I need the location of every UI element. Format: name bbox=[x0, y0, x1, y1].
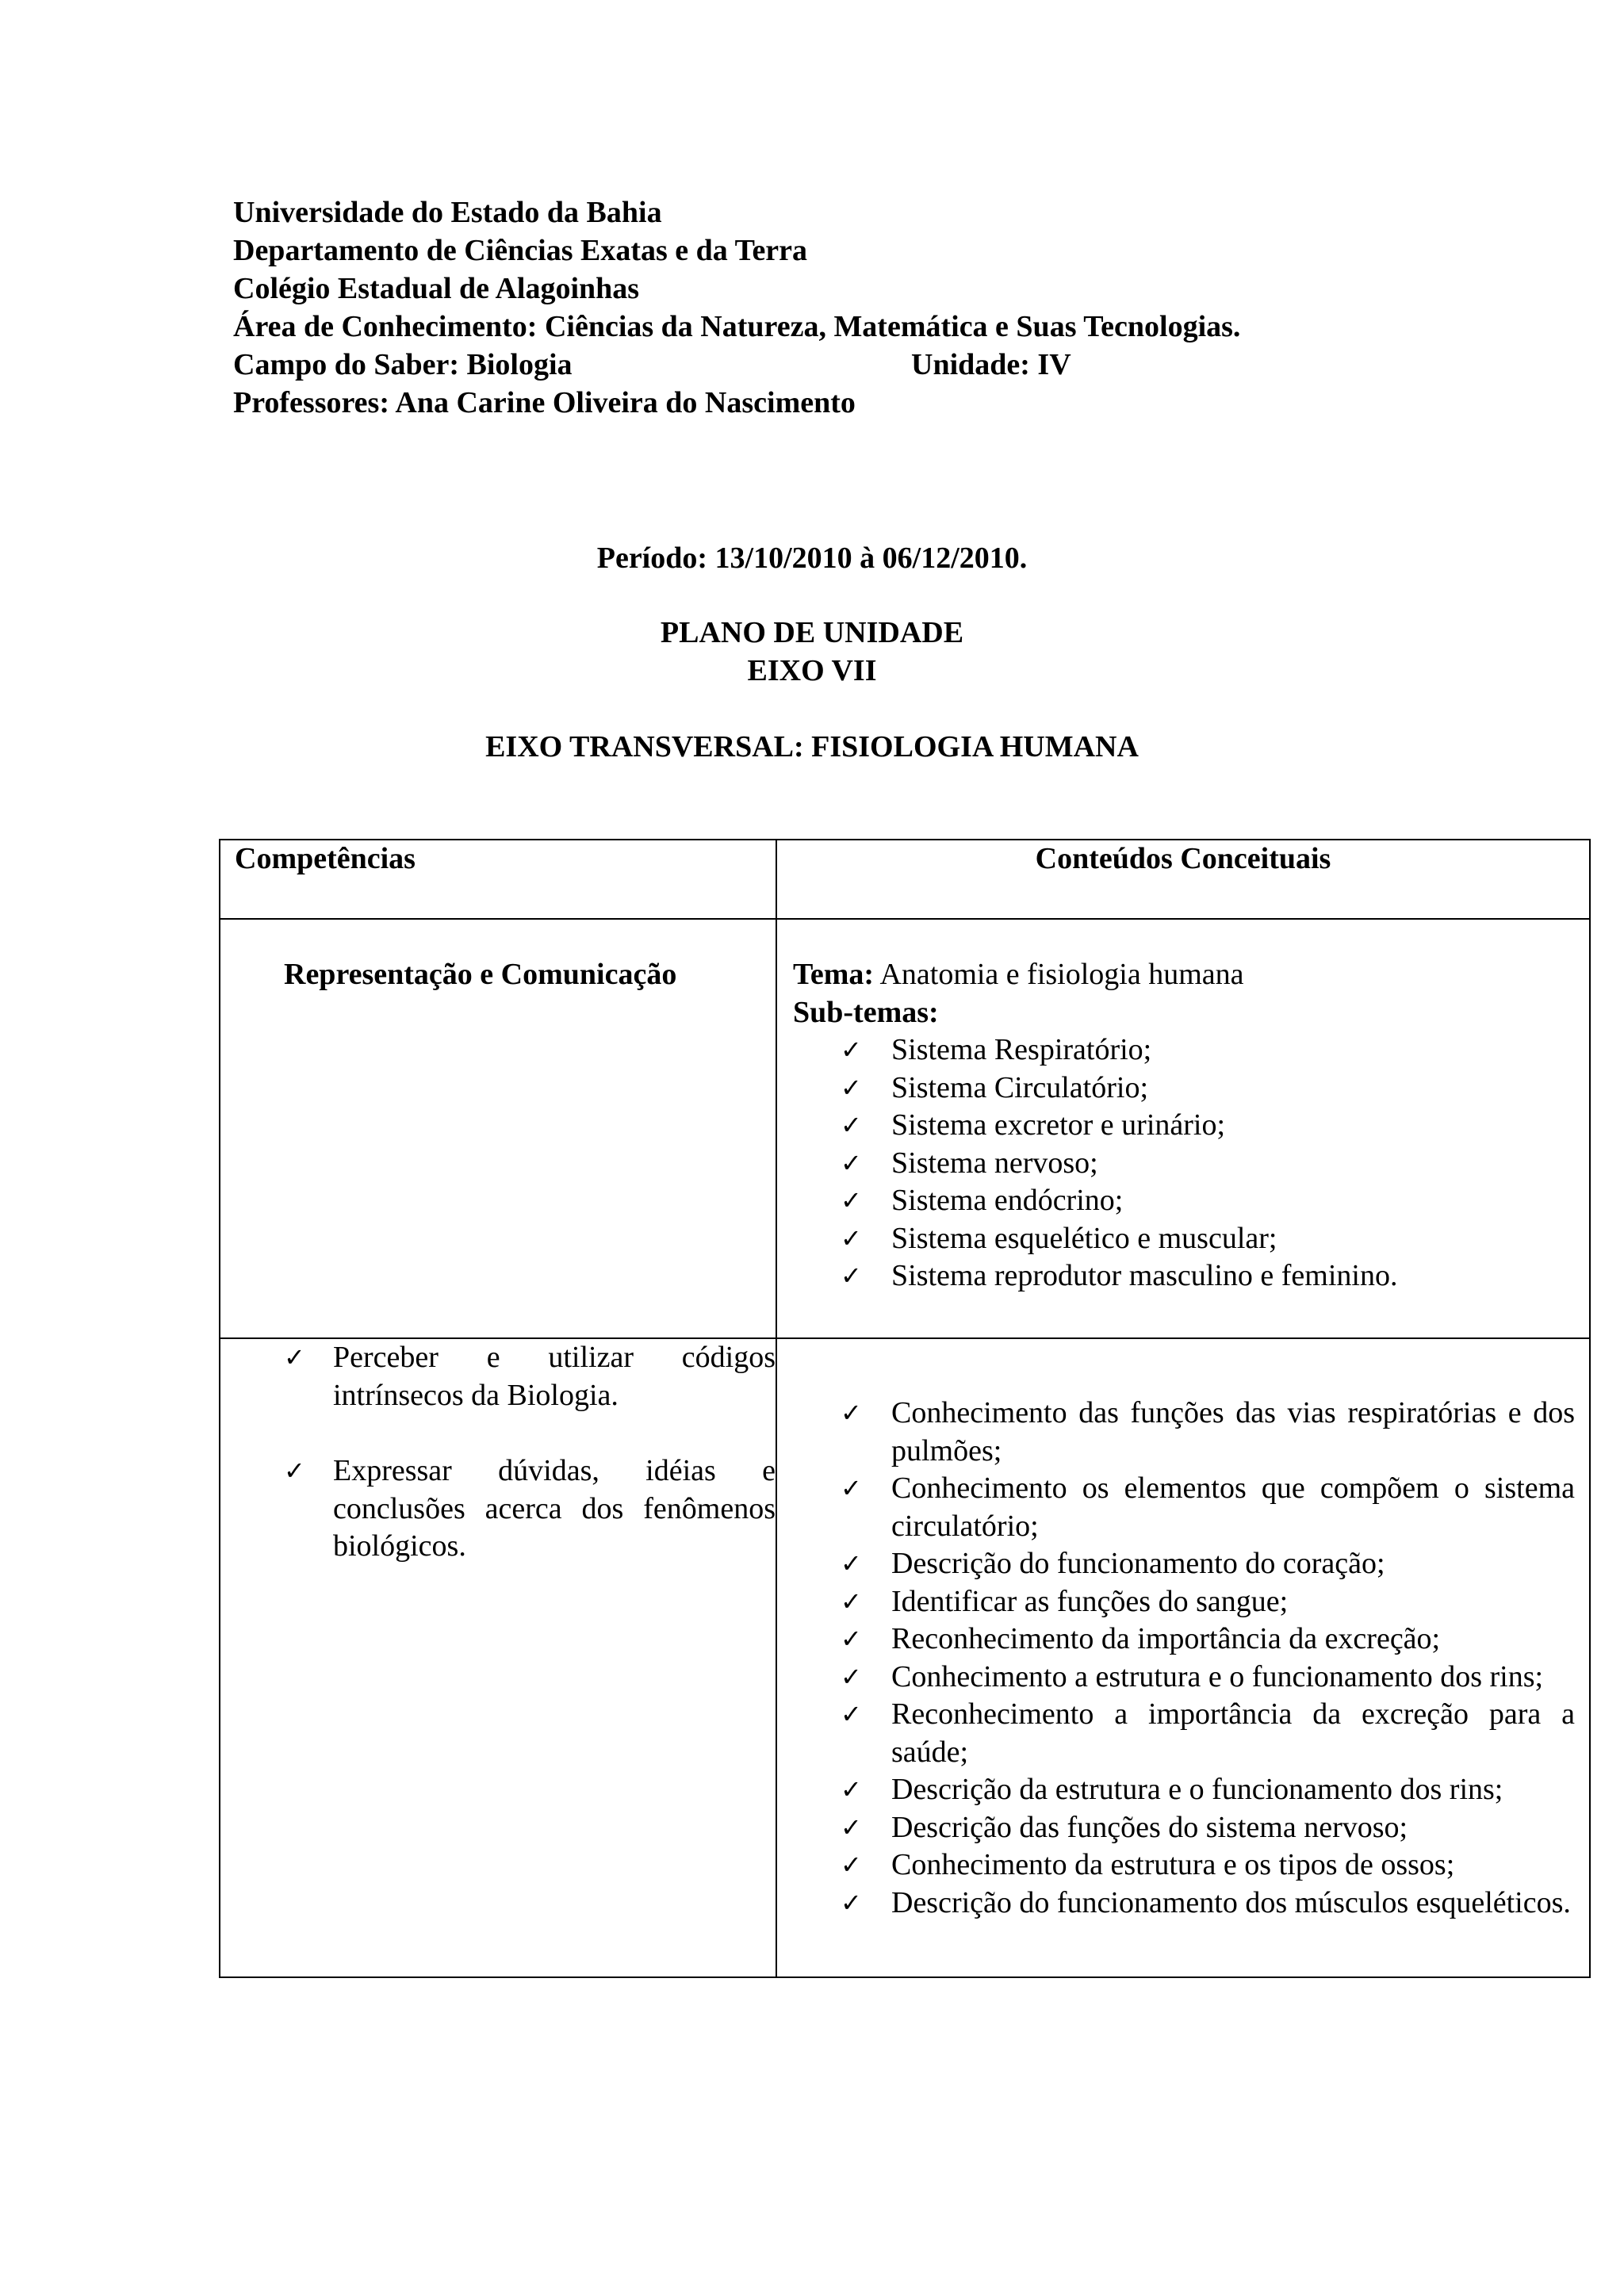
list-item-text: Descrição das funções do sistema nervoso; bbox=[891, 1810, 1408, 1844]
list-item-text: Sistema Circulatório; bbox=[891, 1070, 1149, 1104]
list-item bbox=[793, 1696, 1575, 1771]
professores: Professores: Ana Carine Oliveira do Nascimento bbox=[233, 386, 856, 419]
table-header-row bbox=[220, 840, 1590, 919]
list-item bbox=[793, 1621, 1575, 1659]
competencia-title: Representação e Comunicação bbox=[284, 958, 677, 991]
list-item bbox=[220, 1452, 776, 1566]
column-header-competencias: Competências bbox=[235, 842, 416, 875]
list-item-text: Conhecimento os elementos que compõem o sistema circulatório; bbox=[891, 1471, 1575, 1543]
list-item bbox=[793, 1545, 1575, 1583]
list-item-text: Sistema endócrino; bbox=[891, 1184, 1124, 1217]
checkmark-icon: ✓ bbox=[841, 1586, 862, 1617]
list-item-text: Sistema excretor e urinário; bbox=[891, 1108, 1226, 1142]
list-item-text: Reconhecimento a importância da excreção para a saúde; bbox=[891, 1697, 1575, 1769]
list-item bbox=[793, 1659, 1575, 1697]
checkmark-icon: ✓ bbox=[841, 1624, 862, 1654]
checkmark-icon: ✓ bbox=[841, 1850, 862, 1880]
list-item-text: Sistema reprodutor masculino e feminino. bbox=[891, 1259, 1398, 1292]
list-item bbox=[793, 1145, 1575, 1183]
tema-cell bbox=[776, 919, 1590, 1338]
checkmark-icon: ✓ bbox=[841, 1147, 862, 1178]
campo-row bbox=[233, 346, 1240, 384]
checkmark-icon: ✓ bbox=[841, 1548, 862, 1578]
column-header-conteudos: Conteúdos Conceituais bbox=[1035, 842, 1331, 875]
list-item-text: Sistema esquelético e muscular; bbox=[891, 1221, 1277, 1255]
list-item-text: Perceber e utilizar códigos intrínsecos da Biologia. bbox=[333, 1341, 776, 1412]
list-item bbox=[793, 1846, 1575, 1885]
checkmark-icon: ✓ bbox=[841, 1661, 862, 1692]
tema-label: Tema: bbox=[793, 958, 875, 991]
list-item bbox=[793, 1182, 1575, 1220]
checkmark-icon: ✓ bbox=[841, 1110, 862, 1140]
list-item bbox=[793, 1885, 1575, 1923]
header-cell-conteudos bbox=[776, 840, 1590, 919]
header-cell-competencias bbox=[220, 840, 776, 919]
list-item bbox=[793, 1583, 1575, 1621]
list-item-text: Expressar dúvidas, idéias e conclusões acerca dos fenômenos biológicos. bbox=[333, 1454, 776, 1563]
subtemas-label: Sub-temas: bbox=[793, 995, 939, 1029]
checkmark-icon: ✓ bbox=[841, 1072, 862, 1103]
list-item-text: Conhecimento das funções das vias respiratórias e dos pulmões; bbox=[891, 1396, 1575, 1468]
school-name: Colégio Estadual de Alagoinhas bbox=[233, 272, 640, 305]
list-item-text: Reconhecimento da importância da excreção; bbox=[891, 1622, 1441, 1655]
department-name: Departamento de Ciências Exatas e da Terra bbox=[233, 234, 808, 267]
checkmark-icon: ✓ bbox=[841, 1398, 862, 1428]
subtemas-list bbox=[793, 1031, 1575, 1295]
checkmark-icon: ✓ bbox=[841, 1035, 862, 1065]
tema-value: Anatomia e fisiologia humana bbox=[874, 958, 1244, 991]
list-item bbox=[793, 1771, 1575, 1809]
unidade: Unidade: IV bbox=[911, 348, 1071, 381]
checkmark-icon: ✓ bbox=[284, 1342, 305, 1372]
list-item bbox=[793, 1220, 1575, 1258]
plan-table bbox=[219, 839, 1591, 1978]
checkmark-icon: ✓ bbox=[841, 1185, 862, 1215]
checkmark-icon: ✓ bbox=[841, 1223, 862, 1253]
campo-do-saber: Campo do Saber: Biologia bbox=[233, 348, 573, 381]
checkmark-icon: ✓ bbox=[284, 1456, 305, 1486]
list-item-text: Descrição da estrutura e o funcionamento dos rins; bbox=[891, 1773, 1503, 1806]
checkmark-icon: ✓ bbox=[841, 1812, 862, 1843]
university-name: Universidade do Estado da Bahia bbox=[233, 196, 662, 229]
knowledge-area: Área de Conhecimento: Ciências da Natureza, Matemática e Suas Tecnologias. bbox=[233, 310, 1241, 343]
document-header bbox=[233, 193, 1240, 422]
list-item bbox=[793, 1395, 1575, 1470]
checkmark-icon: ✓ bbox=[841, 1473, 862, 1503]
conteudos-list bbox=[793, 1395, 1575, 1922]
list-item bbox=[793, 1107, 1575, 1145]
list-item bbox=[793, 1031, 1575, 1070]
checkmark-icon: ✓ bbox=[841, 1261, 862, 1291]
list-item bbox=[793, 1070, 1575, 1108]
competencias-list-cell bbox=[220, 1338, 776, 1977]
competencias-list bbox=[220, 1339, 776, 1566]
list-item-text: Sistema nervoso; bbox=[891, 1146, 1098, 1180]
checkmark-icon: ✓ bbox=[841, 1887, 862, 1918]
list-item-text: Conhecimento da estrutura e os tipos de ossos; bbox=[891, 1848, 1455, 1881]
list-item-text: Conhecimento a estrutura e o funcionamento dos rins; bbox=[891, 1659, 1544, 1693]
list-item bbox=[793, 1809, 1575, 1847]
checkmark-icon: ✓ bbox=[841, 1774, 862, 1804]
eixo: EIXO VII bbox=[747, 654, 877, 687]
list-item-text: Descrição do funcionamento dos músculos esqueléticos. bbox=[891, 1885, 1571, 1919]
list-item-text: Identificar as funções do sangue; bbox=[891, 1584, 1289, 1618]
periodo: Período: 13/10/2010 à 06/12/2010. bbox=[596, 541, 1028, 575]
list-item-text: Sistema Respiratório; bbox=[891, 1033, 1152, 1066]
competencia-title-cell bbox=[220, 919, 776, 1338]
table-row bbox=[220, 919, 1590, 1338]
tema-line bbox=[793, 956, 1575, 994]
plano-title: PLANO DE UNIDADE bbox=[660, 616, 964, 649]
list-item bbox=[793, 1470, 1575, 1545]
checkmark-icon: ✓ bbox=[841, 1699, 862, 1729]
conteudos-list-cell bbox=[776, 1338, 1590, 1977]
eixo-transversal: EIXO TRANSVERSAL: FISIOLOGIA HUMANA bbox=[485, 730, 1139, 763]
list-item bbox=[793, 1257, 1575, 1295]
list-item-text: Descrição do funcionamento do coração; bbox=[891, 1547, 1385, 1580]
list-item bbox=[220, 1339, 776, 1414]
table-row bbox=[220, 1338, 1590, 1977]
